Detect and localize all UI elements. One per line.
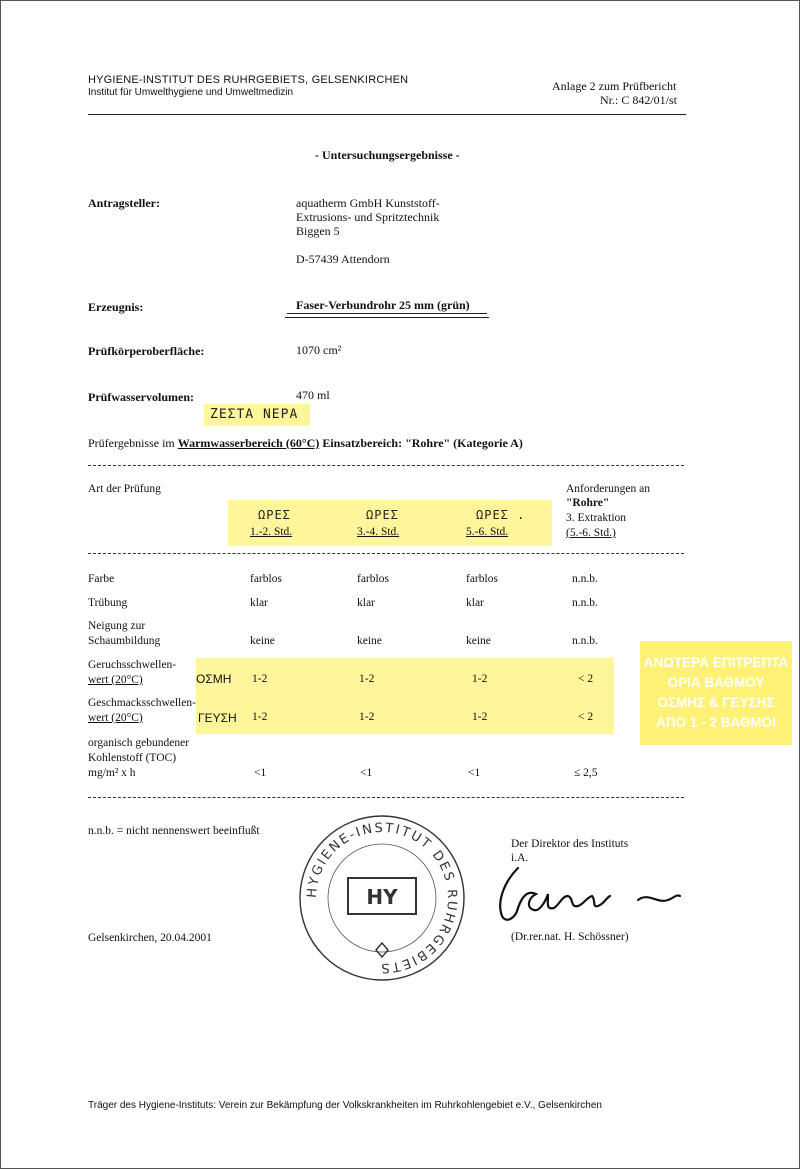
- row-value: 1-2: [252, 673, 268, 685]
- row-name: Geruchsschwellen-: [88, 659, 177, 671]
- row-value: 1-2: [472, 711, 488, 723]
- appendix-title: Anlage 2 zum Prüfbericht: [552, 79, 677, 93]
- row-value: keine: [250, 635, 275, 647]
- table-header-rule: [88, 553, 684, 554]
- row-name-line2: Schaumbildung: [88, 635, 161, 647]
- row-value: farblos: [250, 573, 282, 585]
- hours-greek-3: ΩΡΕΣ .: [476, 508, 526, 522]
- row-requirement: n.n.b.: [572, 597, 598, 609]
- row-value: keine: [466, 635, 491, 647]
- svg-text:HYGIENE-INSTITUT DES RUHRGEBIE: HYGIENE-INSTITUT DES RUHRGEBIETS: [304, 820, 460, 976]
- row-value: farblos: [466, 573, 498, 585]
- row-requirement: n.n.b.: [572, 573, 598, 585]
- applicant-label: Antragsteller:: [88, 196, 160, 210]
- odor-tag: ΟΣΜΗ: [196, 672, 232, 686]
- volume-label: Prüfwasservolumen:: [88, 390, 194, 404]
- page-title: - Untersuchungsergebnisse -: [315, 148, 460, 162]
- institute-subtitle: Institut für Umwelthygiene und Umweltmedizin: [88, 87, 294, 98]
- row-requirement: ≤ 2,5: [574, 767, 598, 779]
- applicant-line4: D-57439 Attendorn: [296, 252, 390, 266]
- product-underline-1: [287, 313, 487, 314]
- row-value: 1-2: [252, 711, 268, 723]
- row-name: Trübung: [88, 597, 128, 609]
- row-value: <1: [468, 767, 481, 779]
- limit-note-line1: ΑΝΩΤΕΡΑ ΕΠΙΤΡΕΠΤΑ: [643, 655, 789, 670]
- report-number: Nr.: C 842/01/st: [600, 93, 678, 107]
- row-name: Farbe: [88, 573, 115, 585]
- col-test-header: Art der Prüfung: [88, 483, 161, 495]
- hours-greek-1: ΩΡΕΣ: [258, 508, 291, 522]
- row-value: 1-2: [359, 673, 375, 685]
- surface-value: 1070 cm²: [296, 343, 342, 357]
- product-value: Faser-Verbundrohr 25 mm (grün): [296, 298, 470, 312]
- row-name: organisch gebundener: [88, 737, 190, 749]
- header-rule: [88, 114, 686, 115]
- applicant-line2: Extrusions- und Spritztechnik: [296, 210, 440, 224]
- director-ia: i.A.: [511, 852, 529, 864]
- row-requirement: < 2: [578, 711, 594, 723]
- limit-note-line4: ΑΠΟ 1 - 2 ΒΑΘΜΟΙ: [656, 715, 776, 730]
- hot-water-handwriting: ZΕΣΤΑ ΝΕΡΑ: [210, 407, 299, 422]
- product-underline-2: [285, 317, 489, 318]
- row-value: keine: [357, 635, 382, 647]
- volume-value: 470 ml: [296, 388, 330, 402]
- row-requirement: n.n.b.: [572, 635, 598, 647]
- director-signature: [488, 860, 688, 930]
- surface-label: Prüfkörperoberfläche:: [88, 344, 205, 358]
- hours-greek-2: ΩΡΕΣ: [366, 508, 399, 522]
- req-header-line2: "Rohre": [566, 497, 610, 509]
- institute-seal: [296, 812, 468, 984]
- row-value: <1: [360, 767, 373, 779]
- row-value: farblos: [357, 573, 389, 585]
- institute-name: HYGIENE-INSTITUT DES RUHRGEBIETS, GELSENKIRCHEN: [88, 74, 409, 86]
- row-name-line2: wert (20°C): [88, 674, 143, 686]
- row-name-line2: Kohlenstoff (TOC): [88, 752, 177, 764]
- director-title: Der Direktor des Instituts: [511, 838, 629, 850]
- results-line: Prüfergebnisse im Warmwasserbereich (60°C) Einsatzbereich: "Rohre" (Kategorie A): [88, 436, 523, 450]
- row-value: 1-2: [472, 673, 488, 685]
- row-name-line2: wert (20°C): [88, 712, 143, 724]
- table-bottom-rule: [88, 797, 684, 798]
- hours-label-2: 3.-4. Std.: [357, 526, 400, 538]
- hours-label-1: 1.-2. Std.: [250, 526, 293, 538]
- table-top-rule: [88, 465, 684, 466]
- row-value: <1: [254, 767, 267, 779]
- row-name: Geschmacksschwellen-: [88, 697, 196, 709]
- row-requirement: < 2: [578, 673, 594, 685]
- hours-label-3: 5.-6. Std.: [466, 526, 509, 538]
- applicant-line3: Biggen 5: [296, 224, 340, 238]
- limit-note-line3: ΟΣΜΗΣ & ΓΕΥΣΗΣ: [657, 695, 775, 710]
- product-label: Erzeugnis:: [88, 300, 144, 314]
- row-name-line3: mg/m² x h: [88, 767, 136, 779]
- req-header-line1: Anforderungen an: [566, 483, 650, 495]
- hours-highlight: [228, 500, 552, 546]
- taste-tag: ΓΕΥΣΗ: [198, 711, 237, 725]
- applicant-line1: aquatherm GmbH Kunststoff-: [296, 196, 440, 210]
- svg-text:HY: HY: [366, 885, 398, 909]
- director-name: (Dr.rer.nat. H. Schössner): [511, 931, 629, 943]
- footnote: n.n.b. = nicht nennenswert beeinflußt: [88, 825, 260, 837]
- place-date: Gelsenkirchen, 20.04.2001: [88, 932, 212, 944]
- row-value: klar: [466, 597, 484, 609]
- row-value: klar: [357, 597, 375, 609]
- row-value: klar: [250, 597, 268, 609]
- req-header-line3: 3. Extraktion: [566, 512, 627, 524]
- row-value: 1-2: [359, 711, 375, 723]
- req-header-line4: (5.-6. Std.): [566, 527, 616, 539]
- row-name: Neigung zur: [88, 620, 146, 632]
- limit-note-line2: ΟΡΙΑ ΒΑΘΜΟΥ: [667, 675, 765, 690]
- footer-note: Träger des Hygiene-Instituts: Verein zur Bekämpfung der Volkskrankheiten im Ruhrkohlengebiet e.V., Gelsenkirchen: [88, 1100, 602, 1111]
